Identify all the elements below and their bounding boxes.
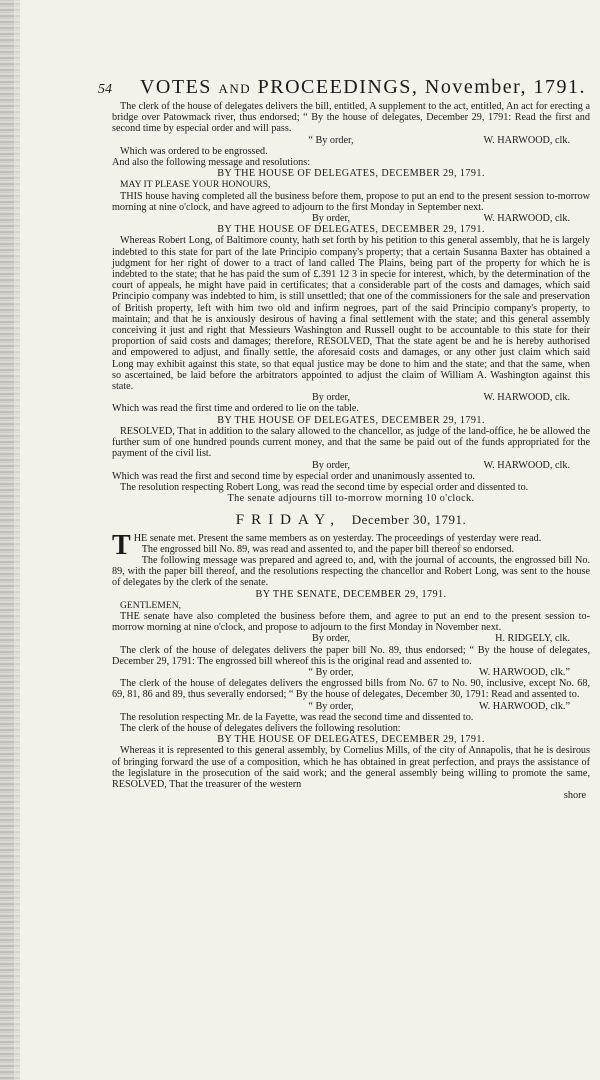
running-head-rest: PROCEEDINGS, November, 1791. [257, 76, 587, 98]
by-order: By order, [311, 213, 351, 225]
page-number: 54 [98, 82, 112, 97]
signature: W. HARWOOD, clk.” [478, 700, 570, 712]
paragraph: The engrossed bill No. 89, was read and assented to, and the paper bill thereof so endorsed. [141, 543, 514, 555]
signature: W. HARWOOD, clk. [483, 392, 570, 404]
day-title: FRIDAY, [235, 512, 342, 529]
section-heading: BY THE HOUSE OF DELEGATES, DECEMBER 29, 1791. [217, 224, 485, 236]
signature-line [112, 701, 590, 712]
section-heading: BY THE SENATE, DECEMBER 29, 1791. [255, 588, 447, 600]
by-order: By order, [311, 392, 351, 404]
by-order: “ By order, [308, 134, 354, 146]
catchword: shore [563, 790, 586, 802]
paragraph: The clerk of the house of delegates delivers the bill, entitled, A supplement to the act, entitled, An act for erecting a bridge over Patowmack river, thus endorsed; “ By the house of delegates, December 29, 1791: Read the first and second time by especial order and will pass. [112, 101, 590, 135]
day-date: December 30, 1791. [351, 512, 467, 528]
paragraph: THIS house having completed all the business before them, propose to put an end to the present session to-morrow morning at nine o'clock, and have agreed to adjourn to the first Monday in September next. [112, 190, 590, 213]
paragraph: The clerk of the house of delegates delivers the engrossed bills from No. 67 to No. 90, inclusive, except No. 68, 69, 81, 86 and 89, thus severally endorsed; “ By the house of delegates, December 30, 1791: Read and assented to. [112, 678, 590, 701]
signature: W. HARWOOD, clk.” [478, 666, 570, 678]
paragraph: Whereas it is represented to this general assembly, by Cornelius Mills, of the city of Annapolis, that he is desirous of bringing forward the use of a composition, which he has obtained in great perfection, and prays the assistance of the legislature in the prosecution of the said work; and the general assembly being willing to promote the same, RESOLVED, That the treasurer of the western [112, 745, 590, 790]
paragraph: The following message was prepared and agreed to, and, with the journal of accounts, the engrossed bill No. 89, with the paper bill thereof, and the resolutions respecting the chancellor and Robert Long, was sent to the house of delegates by the clerk of the senate. [112, 554, 590, 589]
paragraph: And also the following message and resolutions: [112, 157, 311, 169]
signature-line [112, 633, 590, 644]
document-body [112, 101, 590, 801]
paragraph: The resolution respecting Mr. de la Fayette, was read the second time and dissented to. [120, 711, 474, 723]
signature: H. RIDGELY, clk. [495, 633, 570, 645]
by-order: By order, [311, 459, 351, 471]
paragraph: The clerk of the house of delegates delivers the following resolution: [120, 722, 401, 734]
adjournment-note: The senate adjourns till to-morrow morning 10 o'clock. [227, 493, 475, 505]
paragraph: The clerk of the house of delegates delivers the paper bill No. 89, thus endorsed; “ By the house of delegates, December 29, 1791: The engrossed bill whereof this is the original read and assented to. [112, 644, 590, 667]
section-heading: BY THE HOUSE OF DELEGATES, DECEMBER 29, 1791. [217, 168, 485, 180]
signature: W. HARWOOD, clk. [483, 213, 570, 225]
paragraph-text: HE senate met. Present the same members as on yesterday. The proceedings of yesterday were read. [133, 532, 542, 544]
page-edge [0, 0, 14, 1080]
running-head-main: VOTES [139, 76, 212, 98]
by-order: By order, [311, 633, 351, 645]
paragraph: Which was ordered to be engrossed. [120, 145, 268, 157]
paragraph: Whereas Robert Long, of Baltimore county, hath set forth by his petition to this general assembly, that he is largely indebted to this state for part of the late Principio company's property; that a certain Susanna Baxter has obtained a judgment for her right of dower to a tract of land called The Plains, being part of the property for which he is indebted to the state; that he has paid the sum of £.391 12 3 in specie for interest, which, by the determination of the court of appeals, he might have paid in certificates; that a considerable part of the costs and damages, which said Principio company was indebted to him, is still unsettled; that one of the commissioners for the sale and preservation of British property, left with him two old and infirm negroes, part of the said Principio company's property, to maintain; and that he is anxiously desirous of having a final settlement with the state; and this general assembly conceiving it just and right that Messieurs Washington and Russell ought to be accountable to this state for their proportion of said costs and damages; therefore, RESOLVED, That the state agent be and he is hereby authorised and empowered to adjust, and finally settle, the aforesaid costs and damages, or any other just claim which said Long may exhibit against this state, so that equal justice may be done to him and the state; and that the same, when so ascertained, be laid before the arbitrators appointed to adjust the claim of William A. Washington against this state. [112, 235, 590, 393]
paragraph: Which was read the first and second time by especial order and unanimously assented to. [112, 470, 475, 482]
paragraph: RESOLVED, That in addition to the salary allowed to the chancellor, as judge of the land-office, he be allowed the further sum of one hundred pounds current money, and that the same be paid out of the funds appropriated for the payment of the civil list. [112, 425, 590, 460]
salutation: MAY IT PLEASE YOUR HONOURS, [120, 179, 271, 191]
salutation: GENTLEMEN, [120, 599, 182, 611]
section-heading: BY THE HOUSE OF DELEGATES, DECEMBER 29, 1791. [217, 734, 485, 746]
signature: W. HARWOOD, clk. [483, 459, 570, 471]
drop-cap: T [112, 529, 131, 561]
section-heading: BY THE HOUSE OF DELEGATES, DECEMBER 29, 1791. [217, 414, 485, 426]
paragraph: The resolution respecting Robert Long, was read the second time by especial order and dissented to. [120, 481, 529, 493]
signature-line [112, 667, 590, 678]
by-order: “ By order, [308, 666, 354, 678]
by-order: “ By order, [308, 700, 354, 712]
signature-line [112, 460, 590, 471]
paragraph: Which was read the first time and ordered to lie on the table. [112, 403, 359, 415]
signature: W. HARWOOD, clk. [483, 134, 570, 146]
signature-line [112, 392, 590, 403]
running-head-and: AND [218, 81, 252, 96]
page-edge-shadow [14, 0, 20, 1080]
page-header [98, 76, 588, 100]
signature-line [112, 213, 590, 224]
day-heading [112, 512, 590, 529]
running-head [138, 76, 588, 99]
signature-line [112, 135, 590, 146]
paragraph: THE senate have also completed the business before them, and agree to put an end to the present session to-morrow morning at nine o'clock, and propose to adjourn to the first Monday in November next. [112, 610, 590, 634]
